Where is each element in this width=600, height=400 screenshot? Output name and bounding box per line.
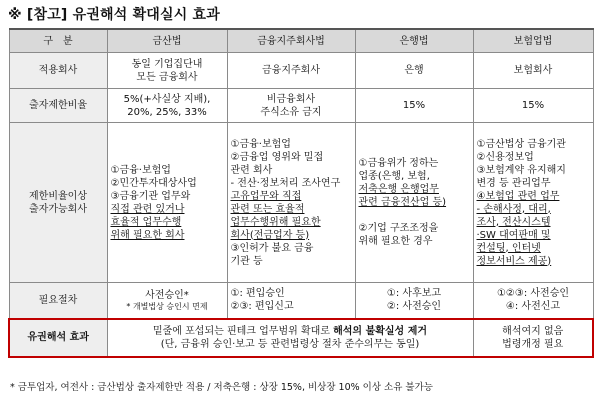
- spacer-line: [359, 209, 470, 222]
- underlined-line: 컨설팅, 인터넷: [476, 242, 541, 254]
- limit-geumsan: [107, 89, 227, 123]
- text-line: ②신용정보업: [476, 151, 534, 163]
- text-line: 동일 기업집단내: [131, 58, 203, 70]
- underlined-line: 위해 필요한 회사: [110, 229, 185, 241]
- procedure-bank: [355, 283, 473, 319]
- underlined-line: ④보험업 관련 업무: [476, 190, 560, 202]
- row-label-effect: 유권해석 효과: [9, 319, 107, 357]
- text-line: 모든 금융회사: [136, 71, 198, 83]
- text-line: 업종(은행, 보험,: [358, 171, 430, 182]
- effect-main: [107, 319, 473, 357]
- underlined-line: - 손해사정, 대리,: [476, 203, 551, 215]
- underlined-line: 정보서비스 제공): [476, 255, 552, 267]
- header-insurance-act: 보험업법: [473, 29, 593, 53]
- exceptions-geumsan: [107, 123, 227, 283]
- text-line: 출자가능회사: [29, 203, 87, 215]
- text-line: ①금융·보험업: [110, 164, 171, 176]
- target-holding: 금융지주회사: [227, 53, 355, 89]
- underlined-line: 조사, 전산시스템: [476, 216, 551, 228]
- procedure-insurance: [473, 283, 593, 319]
- text-line: 제한비율이상: [29, 190, 87, 202]
- limit-bank: 15%: [355, 89, 473, 123]
- header-banking-act: 은행법: [355, 29, 473, 53]
- text-line: 5%(+사실상 지배),: [123, 93, 211, 105]
- row-label-target: 적용회사: [9, 53, 107, 89]
- underlined-line: ·SW 대여판매 및: [476, 229, 551, 241]
- text-line: ②민간투자대상사업: [110, 177, 197, 189]
- procedure-geumsan: [107, 283, 227, 319]
- exceptions-insurance: [473, 123, 593, 283]
- text-line: 관련 회사: [230, 164, 273, 176]
- target-insurance: 보험회사: [473, 53, 593, 89]
- underlined-line: 고유업무와 직접: [230, 190, 302, 202]
- effect-insurance: [473, 319, 593, 357]
- text-line: 사전승인*: [145, 289, 189, 301]
- text-line: 비금융회사: [266, 93, 316, 105]
- effect-main-line: [111, 325, 470, 338]
- text-line: 해석여지 없음: [502, 325, 564, 337]
- text-line: ②기업 구조조정을: [358, 223, 439, 234]
- text-line: 기관 등: [230, 255, 263, 267]
- exceptions-bank: [355, 123, 473, 283]
- underlined-line: 업무수행위해 필요한: [230, 216, 321, 228]
- page-title: ※ [참고] 유권해석 확대실시 효과: [8, 7, 220, 23]
- underlined-line: 효율적 업무수행: [110, 216, 182, 228]
- text-line: ③금융기관 업무와: [110, 190, 191, 202]
- text-line: - 전산·정보처리 조사연구: [230, 177, 341, 189]
- text-line: ①: 사후보고: [386, 288, 442, 300]
- text-line: 변경 등 관리업무: [476, 177, 551, 189]
- text-line: ②금융업 영위와 밀접: [230, 151, 324, 163]
- text-line: ①금융·보험업: [230, 138, 291, 150]
- row-exceptions: [9, 123, 593, 283]
- header-geumsan-act: 금산법: [107, 29, 227, 53]
- text-line: ①: 편입승인: [230, 288, 285, 300]
- underlined-line: 회사(전금업자 등): [230, 229, 310, 241]
- underlined-line: 직접 관련 있거나: [110, 203, 185, 215]
- header-holding-company-act: 금융지주회사법: [227, 29, 355, 53]
- target-geumsan: [107, 53, 227, 89]
- footnote: * 금투업자, 여전사 : 금산법상 출자제한만 적용 / 저축은행 : 상장 15%, 비상장 10% 이상 소유 불가능: [10, 382, 433, 393]
- text-line: 위해 필요한 경우: [358, 236, 433, 247]
- row-label-limit: 출자제한비율: [9, 89, 107, 123]
- limit-insurance: 15%: [473, 89, 593, 123]
- text-line: ③인허가 불요 금융: [230, 242, 314, 254]
- limit-holding: [227, 89, 355, 123]
- text-line: ①금산법상 금융기관: [476, 138, 566, 150]
- header-category: 구 분: [9, 29, 107, 53]
- procedure-note: * 개별법상 승인시 면제: [126, 301, 208, 311]
- row-label-exceptions: [9, 123, 107, 283]
- target-bank: 은행: [355, 53, 473, 89]
- underlined-line: 관련 금융전산업 등): [358, 197, 447, 208]
- text-line: ①②③: 사전승인: [496, 288, 570, 300]
- text-line: 20%, 25%, 33%: [127, 106, 207, 118]
- text-line: ②: 사전승인: [386, 301, 442, 313]
- effect-main-emphasis: 해석의 불확실성 제거: [333, 325, 428, 337]
- text-line: 법령개정 필요: [502, 338, 564, 350]
- underlined-line: 저축은행 은행업무: [358, 184, 439, 195]
- text-line: ④: 사전신고: [505, 301, 561, 313]
- header-row: [9, 29, 593, 53]
- comparison-table: [8, 28, 594, 358]
- row-effect: [9, 319, 593, 357]
- row-limit: [9, 89, 593, 123]
- text-line: ③보험계약 유지해지: [476, 164, 566, 176]
- row-label-procedure: 필요절차: [9, 283, 107, 319]
- effect-main-sub: (단, 금융위 승인·보고 등 관련법령상 절차 준수의무는 동일): [160, 338, 420, 350]
- text-line: 주식소유 금지: [260, 106, 322, 118]
- row-procedure: [9, 283, 593, 319]
- underlined-line: 관련 또는 효율적: [230, 203, 305, 215]
- text-line: ①금융위가 정하는: [358, 158, 439, 169]
- effect-main-text: 밑줄에 포섭되는 핀테크 업무범위 확대로: [152, 325, 334, 337]
- exceptions-holding: [227, 123, 355, 283]
- procedure-holding: [227, 283, 355, 319]
- row-target: [9, 53, 593, 89]
- text-line: ②③: 편입신고: [230, 301, 294, 313]
